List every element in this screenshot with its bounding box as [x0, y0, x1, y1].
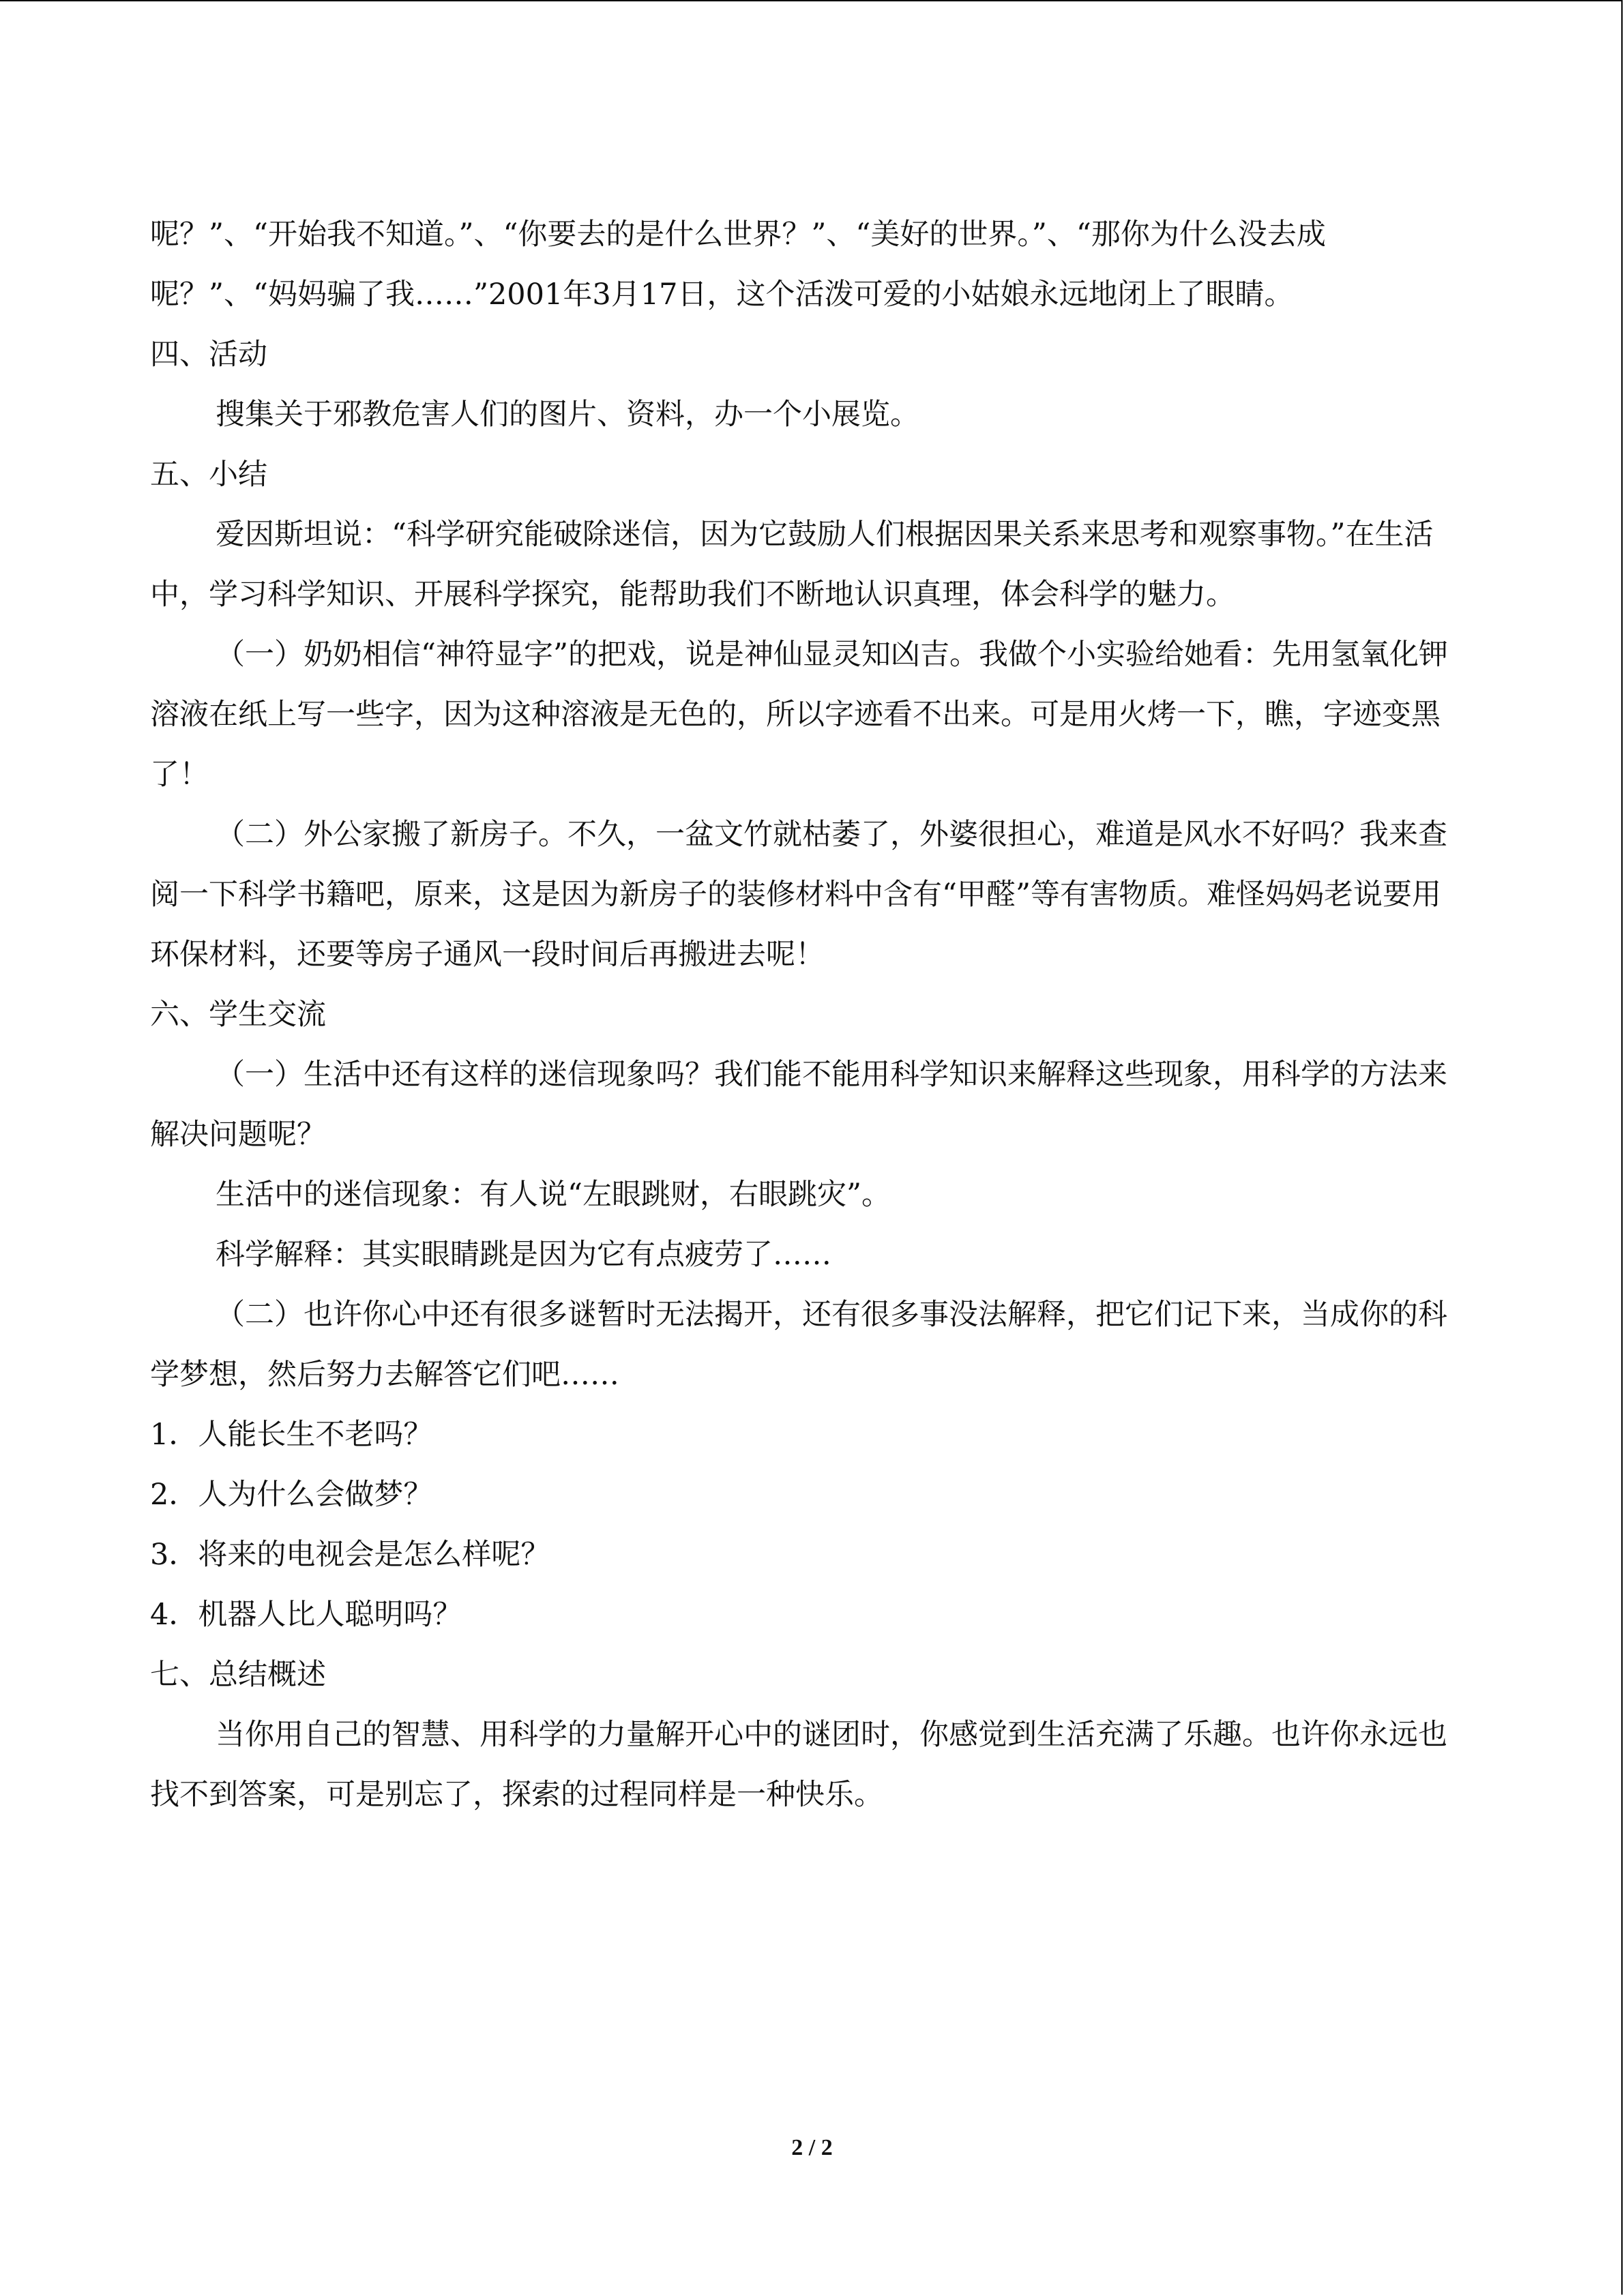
list-item: 3．将来的电视会是怎么样呢？ — [150, 1538, 550, 1572]
paragraph: 科学解释：其实眼睛跳是因为它有点疲劳了…… — [216, 1238, 831, 1272]
list-item: 2．人为什么会做梦？ — [150, 1478, 433, 1512]
section-heading-activity: 四、活动 — [150, 338, 267, 372]
paragraph: 爱因斯坦说：“科学研究能破除迷信，因为它鼓励人们根据因果关系来思考和观察事物。”在生活中，学习科学知识、开展科学探究，能帮助我们不断地认识真理，体会科学的魅力。 — [150, 518, 1434, 612]
paragraph: 当你用自己的智慧、用科学的力量解开心中的谜团时，你感觉到生活充满了乐趣。也许你永远也找不到答案，可是别忘了，探索的过程同样是一种快乐。 — [150, 1718, 1447, 1812]
paragraph: （一）生活中还有这样的迷信现象吗？我们能不能用科学知识来解释这些现象，用科学的方法来解决问题呢？ — [150, 1058, 1447, 1152]
paragraph-continued: 呢？”、“开始我不知道。”、“你要去的是什么世界？”、“美好的世界。”、“那你为什么没去成呢？”、“妈妈骗了我……”2001年3月17日，这个活泼可爱的小姑娘永远地闭上了眼睛。 — [150, 218, 1326, 312]
document-body — [150, 205, 1460, 1825]
paragraph: （一）奶奶相信“神符显字”的把戏，说是神仙显灵知凶吉。我做个小实验给她看：先用氢氧化钾溶液在纸上写一些字，因为这种溶液是无色的，所以字迹看不出来。可是用火烤一下，瞧，字迹变黑了！ — [150, 638, 1448, 792]
list-item: 4．机器人比人聪明吗？ — [150, 1598, 462, 1632]
paragraph: 生活中的迷信现象：有人说“左眼跳财，右眼跳灾”。 — [216, 1178, 891, 1212]
paragraph: 搜集关于邪教危害人们的图片、资料，办一个小展览。 — [216, 398, 919, 432]
page-number: 2 / 2 — [791, 2135, 833, 2160]
paragraph: （二）也许你心中还有很多谜暂时无法揭开，还有很多事没法解释，把它们记下来，当成你的科学梦想，然后努力去解答它们吧…… — [150, 1298, 1447, 1392]
section-heading-summary: 五、小结 — [150, 458, 267, 492]
section-heading-exchange: 六、学生交流 — [150, 998, 326, 1032]
list-item: 1．人能长生不老吗？ — [150, 1418, 433, 1452]
section-heading-conclusion: 七、总结概述 — [150, 1658, 326, 1692]
paragraph: （二）外公家搬了新房子。不久，一盆文竹就枯萎了，外婆很担心，难道是风水不好吗？我来查阅一下科学书籍吧，原来，这是因为新房子的装修材料中含有“甲醛”等有害物质。难怪妈妈老说要用环保材料，还要等房子通风一段时间后再搬进去呢！ — [150, 818, 1447, 972]
